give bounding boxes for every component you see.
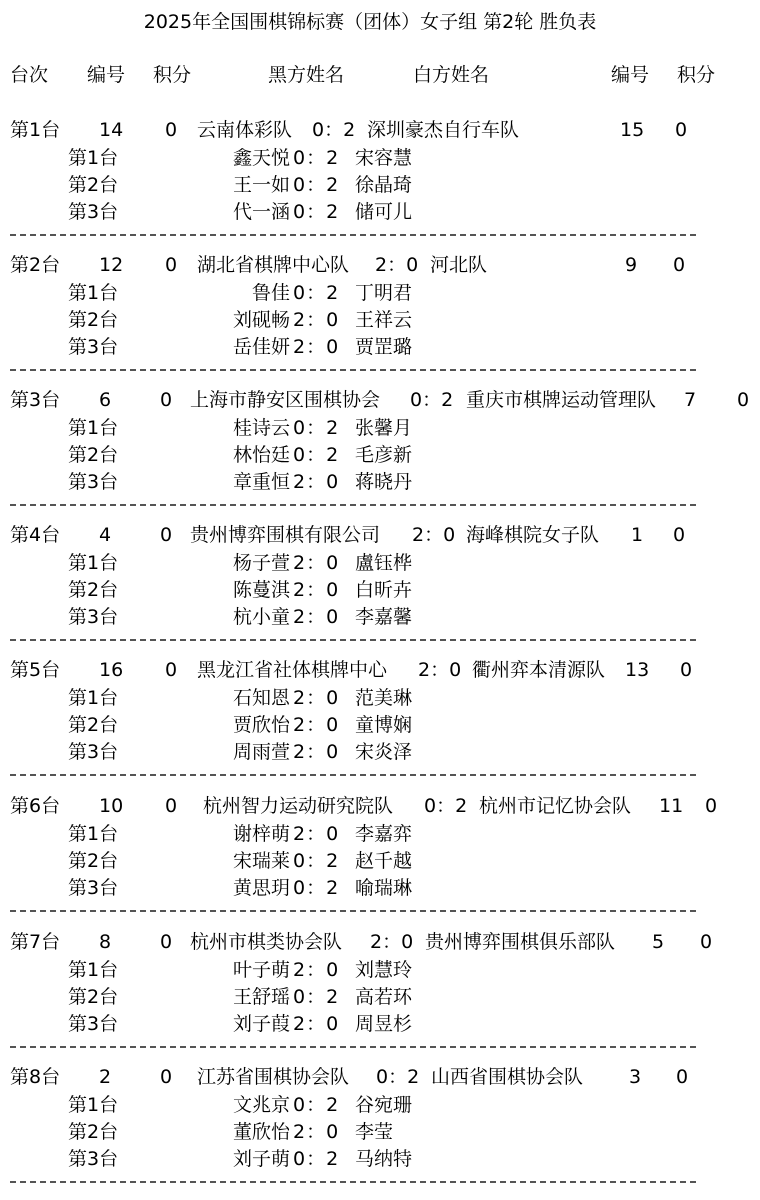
team-number-left: 8: [99, 931, 112, 953]
board-row: [0, 739, 760, 766]
match-block: [0, 387, 760, 523]
white-player: 谷宛珊: [355, 1094, 413, 1116]
dashed-divider: [10, 234, 696, 236]
match-block: [0, 929, 760, 1065]
black-player: 宋瑞莱: [232, 850, 290, 872]
white-player: 马纳特: [355, 1148, 413, 1170]
team-row: [0, 522, 760, 549]
table-label: 第4台: [10, 524, 61, 546]
match-block: [0, 1064, 760, 1200]
white-player: 童博娴: [355, 714, 413, 736]
black-player: 代一涵: [232, 201, 290, 223]
black-team: 杭州智力运动研究院队: [203, 795, 394, 817]
white-team: 重庆市棋牌运动管理队: [466, 389, 657, 411]
dashed-divider: [10, 639, 696, 641]
white-player: 蒋晓丹: [355, 471, 413, 493]
white-player: 储可儿: [355, 201, 413, 223]
match-block: [0, 793, 760, 929]
board-score: 2：0: [293, 714, 340, 736]
white-team: 衢州弈本清源队: [472, 659, 606, 681]
table-label: 第6台: [10, 795, 61, 817]
black-player: 谢梓萌: [232, 823, 290, 845]
board-score: 0：2: [293, 201, 340, 223]
team-number-left: 4: [99, 524, 112, 546]
black-team: 湖北省棋牌中心队: [197, 254, 350, 276]
team-number-left: 16: [99, 659, 124, 681]
team-points-left: 0: [165, 119, 178, 141]
black-team: 江苏省围棋协会队: [197, 1066, 350, 1088]
board-row: [0, 550, 760, 577]
team-row: [0, 793, 760, 820]
black-player: 贾欣怡: [232, 714, 290, 736]
team-number-left: 14: [99, 119, 124, 141]
board-row: [0, 1092, 760, 1119]
board-label: 第3台: [68, 1148, 119, 1170]
white-player: 贾罡璐: [355, 336, 413, 358]
team-score: 2：0: [412, 524, 456, 546]
board-label: 第2台: [68, 309, 119, 331]
board-row: [0, 848, 760, 875]
white-player: 白昕卉: [355, 579, 413, 601]
team-number-left: 2: [99, 1066, 112, 1088]
white-player: 赵千越: [355, 850, 413, 872]
board-row: [0, 957, 760, 984]
board-label: 第2台: [68, 714, 119, 736]
board-label: 第3台: [68, 1013, 119, 1035]
black-player: 董欣怡: [232, 1121, 290, 1143]
white-team: 杭州市记忆协会队: [479, 795, 632, 817]
white-player: 徐晶琦: [355, 174, 413, 196]
white-player: 王祥云: [355, 309, 413, 331]
board-label: 第2台: [68, 579, 119, 601]
team-number-right: 11: [659, 795, 684, 817]
board-score: 0：2: [293, 444, 340, 466]
team-row: [0, 1064, 760, 1091]
team-number-left: 12: [99, 254, 124, 276]
board-row: [0, 1011, 760, 1038]
team-score: 2：0: [370, 931, 414, 953]
black-player: 叶子萌: [232, 959, 290, 981]
white-player: 丁明君: [355, 282, 413, 304]
team-points-right: 0: [705, 795, 718, 817]
white-player: 周昱杉: [355, 1013, 413, 1035]
board-score: 0：2: [293, 1148, 340, 1170]
board-label: 第3台: [68, 336, 119, 358]
white-team: 海峰棋院女子队: [466, 524, 600, 546]
white-player: 李莹: [355, 1121, 394, 1143]
white-player: 毛彦新: [355, 444, 413, 466]
team-score: 0：2: [312, 119, 356, 141]
team-score: 2：0: [375, 254, 419, 276]
team-row: [0, 117, 760, 144]
board-row: [0, 875, 760, 902]
black-player: 黄思玥: [232, 877, 290, 899]
team-row: [0, 252, 760, 279]
team-points-left: 0: [165, 659, 178, 681]
match-block: [0, 117, 760, 253]
team-number-right: 15: [620, 119, 645, 141]
header-black-name: 黑方姓名: [268, 64, 345, 86]
board-score: 0：2: [293, 147, 340, 169]
white-team: 贵州博弈围棋俱乐部队: [425, 931, 616, 953]
board-label: 第2台: [68, 986, 119, 1008]
team-number-right: 3: [629, 1066, 642, 1088]
board-score: 2：0: [293, 1013, 340, 1035]
board-score: 0：2: [293, 282, 340, 304]
white-team: 河北队: [430, 254, 488, 276]
board-score: 2：0: [293, 741, 340, 763]
board-label: 第3台: [68, 877, 119, 899]
board-row: [0, 821, 760, 848]
board-score: 0：2: [293, 174, 340, 196]
board-row: [0, 280, 760, 307]
team-score: 0：2: [424, 795, 468, 817]
board-row: [0, 307, 760, 334]
board-row: [0, 172, 760, 199]
white-player: 张馨月: [355, 417, 413, 439]
board-score: 2：0: [293, 606, 340, 628]
table-label: 第2台: [10, 254, 61, 276]
dashed-divider: [10, 369, 696, 371]
dashed-divider: [10, 1181, 696, 1183]
team-points-right: 0: [673, 254, 686, 276]
header-number-right: 编号: [611, 64, 650, 86]
black-player: 王一如: [232, 174, 290, 196]
board-row: [0, 712, 760, 739]
team-number-right: 13: [625, 659, 650, 681]
black-player: 刘子萌: [232, 1148, 290, 1170]
team-number-right: 7: [684, 389, 697, 411]
board-row: [0, 1146, 760, 1173]
white-player: 李嘉馨: [355, 606, 413, 628]
team-score: 0：2: [410, 389, 454, 411]
team-points-right: 0: [737, 389, 750, 411]
team-score: 0：2: [376, 1066, 420, 1088]
match-block: [0, 252, 760, 388]
team-points-left: 0: [165, 254, 178, 276]
board-label: 第1台: [68, 959, 119, 981]
black-team: 黑龙江省社体棋牌中心: [197, 659, 388, 681]
white-player: 范美琳: [355, 687, 413, 709]
team-points-left: 0: [160, 1066, 173, 1088]
black-player: 桂诗云: [232, 417, 290, 439]
team-number-left: 6: [99, 389, 112, 411]
board-score: 0：2: [293, 850, 340, 872]
team-points-right: 0: [673, 524, 686, 546]
board-row: [0, 1119, 760, 1146]
team-points-left: 0: [160, 389, 173, 411]
team-points-left: 0: [160, 524, 173, 546]
header-number-left: 编号: [87, 64, 126, 86]
team-points-right: 0: [700, 931, 713, 953]
black-player: 杨子萱: [232, 552, 290, 574]
white-player: 喻瑞琳: [355, 877, 413, 899]
header-white-name: 白方姓名: [413, 64, 490, 86]
white-player: 盧钰桦: [355, 552, 413, 574]
team-score: 2：0: [418, 659, 462, 681]
table-label: 第1台: [10, 119, 61, 141]
board-score: 0：2: [293, 986, 340, 1008]
board-label: 第1台: [68, 147, 119, 169]
board-label: 第1台: [68, 1094, 119, 1116]
black-player: 石知恩: [232, 687, 290, 709]
table-label: 第5台: [10, 659, 61, 681]
board-score: 2：0: [293, 687, 340, 709]
board-label: 第2台: [68, 174, 119, 196]
table-label: 第3台: [10, 389, 61, 411]
team-number-right: 1: [631, 524, 644, 546]
board-score: 2：0: [293, 309, 340, 331]
black-player: 文兆京: [232, 1094, 290, 1116]
black-player: 周雨萱: [232, 741, 290, 763]
board-score: 2：0: [293, 579, 340, 601]
team-points-right: 0: [680, 659, 693, 681]
board-label: 第3台: [68, 471, 119, 493]
match-block: [0, 522, 760, 658]
board-score: 2：0: [293, 336, 340, 358]
board-label: 第3台: [68, 606, 119, 628]
board-score: 2：0: [293, 552, 340, 574]
dashed-divider: [10, 504, 696, 506]
board-row: [0, 604, 760, 631]
black-player: 刘砚畅: [232, 309, 290, 331]
black-player: 岳佳妍: [232, 336, 290, 358]
dashed-divider: [10, 910, 696, 912]
board-label: 第2台: [68, 1121, 119, 1143]
team-number-right: 5: [652, 931, 665, 953]
black-player: 杭小童: [232, 606, 290, 628]
board-label: 第3台: [68, 741, 119, 763]
board-row: [0, 334, 760, 361]
header-table: 台次: [10, 64, 49, 86]
board-row: [0, 469, 760, 496]
board-label: 第3台: [68, 201, 119, 223]
team-number-right: 9: [625, 254, 638, 276]
board-row: [0, 685, 760, 712]
team-points-left: 0: [165, 795, 178, 817]
board-label: 第2台: [68, 850, 119, 872]
board-row: [0, 199, 760, 226]
board-label: 第1台: [68, 417, 119, 439]
white-player: 李嘉弈: [355, 823, 413, 845]
dashed-divider: [10, 774, 696, 776]
board-score: 2：0: [293, 823, 340, 845]
board-score: 2：0: [293, 471, 340, 493]
board-score: 2：0: [293, 959, 340, 981]
board-score: 0：2: [293, 1094, 340, 1116]
white-player: 宋容慧: [355, 147, 413, 169]
table-label: 第7台: [10, 931, 61, 953]
white-player: 宋炎泽: [355, 741, 413, 763]
white-team: 深圳豪杰自行车队: [367, 119, 520, 141]
black-player: 鑫天悦: [232, 147, 290, 169]
board-label: 第1台: [68, 687, 119, 709]
board-label: 第1台: [68, 552, 119, 574]
black-player: 陈蔓淇: [232, 579, 290, 601]
board-row: [0, 415, 760, 442]
black-player: 林怡廷: [232, 444, 290, 466]
dashed-divider: [10, 1046, 696, 1048]
team-points-right: 0: [676, 1066, 689, 1088]
board-row: [0, 577, 760, 604]
board-row: [0, 984, 760, 1011]
team-row: [0, 929, 760, 956]
black-player: 鲁佳: [251, 282, 290, 304]
black-team: 贵州博弈围棋有限公司: [190, 524, 381, 546]
team-row: [0, 387, 760, 414]
board-score: 2：0: [293, 1121, 340, 1143]
match-block: [0, 657, 760, 793]
page-title: 2025年全国围棋锦标赛（团体）女子组 第2轮 胜负表: [143, 11, 597, 33]
board-score: 0：2: [293, 417, 340, 439]
board-label: 第1台: [68, 282, 119, 304]
table-label: 第8台: [10, 1066, 61, 1088]
team-row: [0, 657, 760, 684]
black-player: 刘子葭: [232, 1013, 290, 1035]
board-label: 第1台: [68, 823, 119, 845]
black-team: 云南体彩队: [197, 119, 293, 141]
board-score: 0：2: [293, 877, 340, 899]
header-points-right: 积分: [677, 64, 716, 86]
white-player: 刘慧玲: [355, 959, 413, 981]
board-row: [0, 442, 760, 469]
black-player: 章重恒: [232, 471, 290, 493]
team-number-left: 10: [99, 795, 124, 817]
white-team: 山西省围棋协会队: [431, 1066, 584, 1088]
white-player: 高若环: [355, 986, 413, 1008]
black-team: 上海市静安区围棋协会: [190, 389, 381, 411]
team-points-left: 0: [160, 931, 173, 953]
team-points-right: 0: [675, 119, 688, 141]
board-row: [0, 145, 760, 172]
black-team: 杭州市棋类协会队: [190, 931, 343, 953]
board-label: 第2台: [68, 444, 119, 466]
black-player: 王舒瑶: [232, 986, 290, 1008]
header-points-left: 积分: [153, 64, 192, 86]
